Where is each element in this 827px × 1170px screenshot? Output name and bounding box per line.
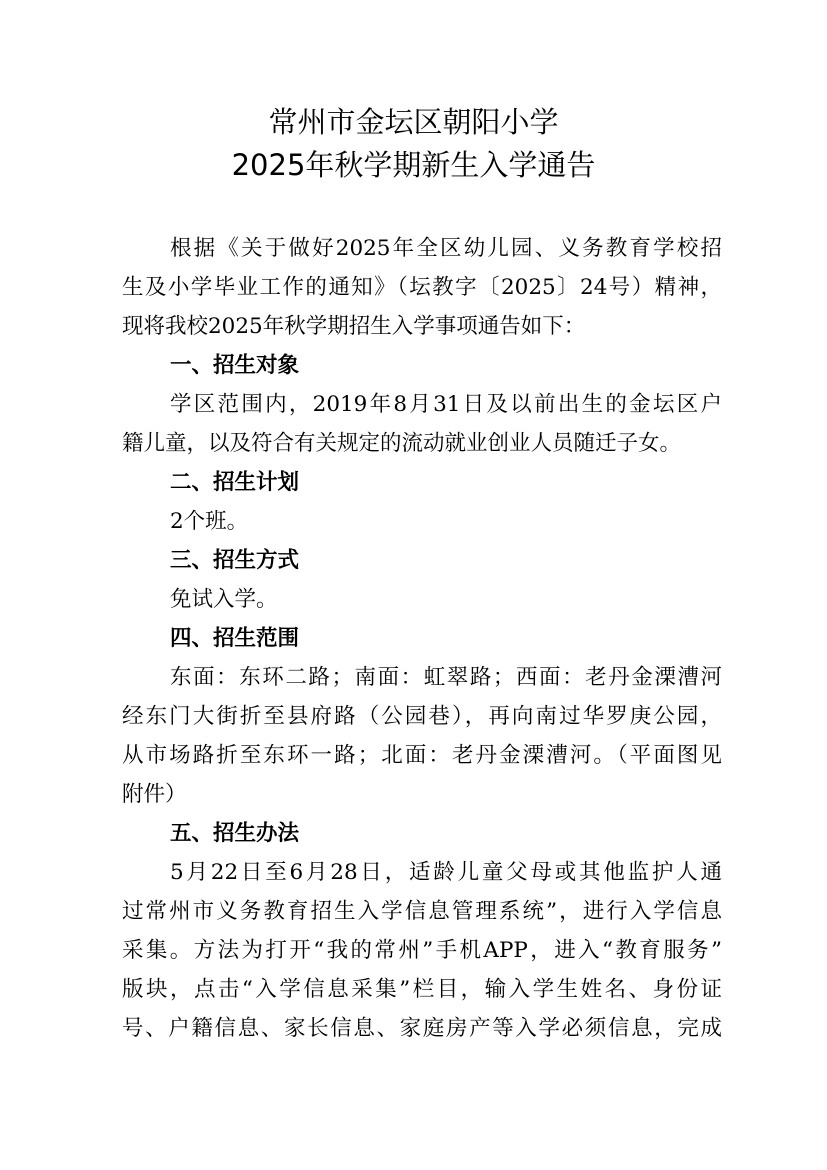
section-text-line: 2个班。	[170, 509, 249, 534]
section-text-line: 籍儿童，以及符合有关规定的流动就业创业人员随迁子女。	[122, 431, 682, 456]
section-text-line: 东面：东环二路；南面：虹翠路；西面：老丹金溧漕河	[170, 665, 722, 690]
section-heading-recruitment-procedure: 五、招生办法	[170, 821, 300, 846]
section-text-line: 经东门大街折至县府路（公园巷），再向南过华罗庚公园，	[122, 704, 722, 729]
intro-line: 现将我校2025年秋学期招生入学事项通告如下：	[122, 314, 586, 339]
section-text-line: 学区范围内，2019年8月31日及以前出生的金坛区户	[170, 392, 722, 417]
section-heading-recruitment-plan: 二、招生计划	[170, 470, 300, 495]
document-title-line-2: 2025年秋学期新生入学通告	[231, 148, 596, 182]
section-text-line: 过常州市义务教育招生入学信息管理系统”，进行入学信息	[122, 899, 722, 924]
section-text-line: 附件）	[122, 782, 187, 807]
section-text-line: 采集。方法为打开“我的常州”手机APP，进入“教育服务”	[122, 938, 722, 963]
section-text-line: 5月22日至6月28日，适龄儿童父母或其他监护人通	[170, 860, 722, 885]
section-text-line: 号、户籍信息、家长信息、家庭房产等入学必须信息，完成	[122, 1016, 722, 1041]
intro-line: 生及小学毕业工作的通知》（坛教字〔2025〕24号）精神，	[122, 275, 722, 300]
document-title-line-1: 常州市金坛区朝阳小学	[268, 105, 559, 139]
section-text-line: 从市场路折至东环一路；北面：老丹金溧漕河。（平面图见	[122, 743, 722, 768]
section-heading-recruitment-target: 一、招生对象	[170, 353, 300, 378]
section-text-line: 版块，点击“入学信息采集”栏目，输入学生姓名、身份证	[122, 977, 722, 1002]
section-heading-recruitment-area: 四、招生范围	[170, 626, 300, 651]
intro-line: 根据《关于做好2025年全区幼儿园、义务教育学校招	[170, 236, 722, 261]
section-heading-recruitment-method: 三、招生方式	[170, 548, 300, 573]
section-text-line: 免试入学。	[170, 587, 278, 612]
